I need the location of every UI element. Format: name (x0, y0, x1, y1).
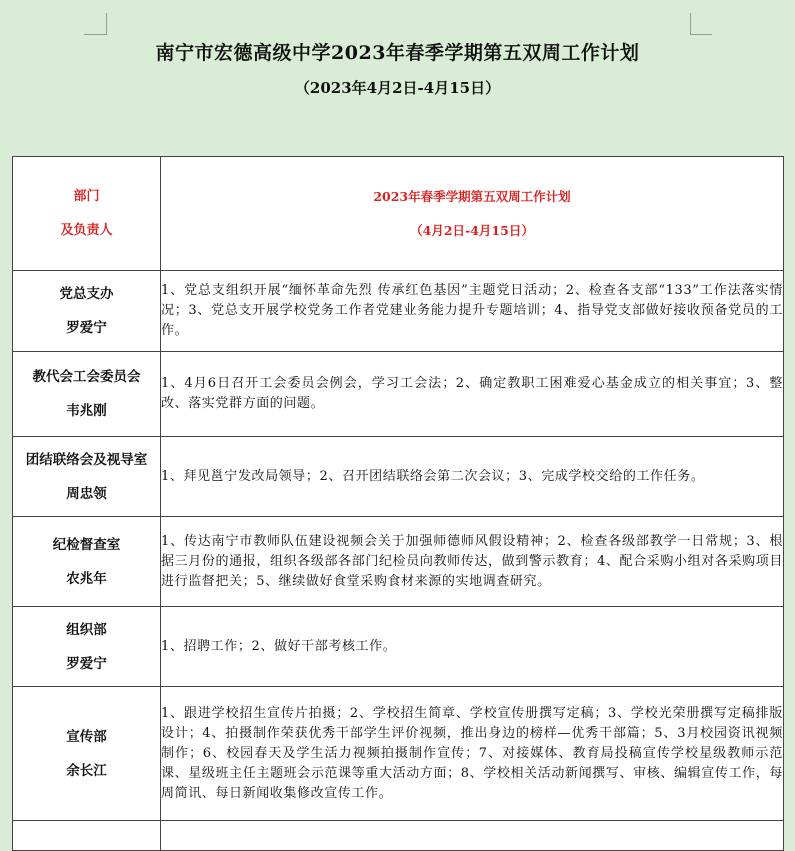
plan-content: 1、招聘工作；2、做好干部考核工作。 (161, 607, 784, 687)
table-header-row (13, 157, 784, 271)
dept-cell (13, 821, 161, 851)
table-row (13, 271, 784, 352)
table-row (13, 517, 784, 607)
header-person-label: 及负责人 (60, 222, 113, 238)
crop-mark (106, 13, 107, 35)
crop-mark (690, 34, 712, 35)
dept-name: 组织部 (66, 621, 107, 638)
document-title: 南宁市宏德高级中学2023年春季学期第五双周工作计划 (155, 42, 640, 64)
table-row (13, 687, 784, 821)
table-row (13, 352, 784, 437)
dept-cell (13, 437, 161, 517)
dept-name: 宣传部 (66, 728, 107, 745)
dept-cell (13, 687, 161, 821)
header-plan-dates: （4月2日-4月15日） (410, 222, 534, 238)
dept-name: 党总支办 (59, 286, 114, 302)
plan-content: 1、拜见邕宁发改局领导；2、召开团结联络会第二次会议；3、完成学校交给的工作任务。 (161, 437, 784, 517)
dept-cell (13, 607, 161, 687)
plan-content: 1、跟进学校招生宣传片拍摄；2、学校招生简章、学校宣传册撰写定稿；3、学校光荣册撰写定稿排版设计；4、拍摄制作荣获优秀干部学生评价视频，推出身边的榜样—优秀干部篇；5、3月校园资讯视频制作；6、校园春天及学生活力视频拍摄制作宣传；7、对接媒体、教育局投稿宣传学校星级教师示范课、星级班主任主题班会示范课等重大活动方面；8、学校相关活动新闻撰写、审核、编辑宣传工作，每周简讯、每日新闻收集修改宣传工作。 (161, 687, 784, 821)
table-row (13, 437, 784, 517)
dept-name: 纪检督查室 (52, 536, 121, 553)
dept-person: 农兆年 (66, 570, 107, 587)
plan-content (161, 821, 784, 851)
dept-cell (13, 271, 161, 352)
dept-person: 韦兆刚 (66, 403, 107, 419)
dept-cell (13, 517, 161, 607)
dept-person: 罗爱宁 (66, 320, 107, 336)
plan-content: 1、4月6日召开工会委员会例会，学习工会法；2、确定教职工困难爱心基金成立的相关事宜；3、整改、落实党群方面的问题。 (161, 352, 784, 437)
work-plan-table (12, 156, 784, 851)
header-plan-cell (161, 157, 784, 271)
header-dept-cell (13, 157, 161, 271)
dept-cell (13, 352, 161, 437)
dept-person: 周忠领 (66, 485, 107, 502)
dept-name: 团结联络会及视导室 (25, 451, 148, 468)
header-dept-label: 部门 (73, 188, 100, 204)
plan-content: 1、传达南宁市教师队伍建设视频会关于加强师德师风假设精神；2、检查各级部教学一日常规；3、根据三月份的通报，组织各级部各部门纪检员向教师传达，做到警示教育；4、配合采购小组对各采购项目进行监督把关；5、继续做好食堂采购食材来源的实地调查研究。 (161, 517, 784, 607)
header-plan-title: 2023年春季学期第五双周工作计划 (373, 188, 571, 204)
crop-mark (690, 13, 691, 35)
dept-person: 余长江 (66, 762, 107, 779)
dept-name: 教代会工会委员会 (32, 369, 141, 385)
document-subtitle: （2023年4月2日-4月15日） (294, 79, 501, 97)
table-row (13, 607, 784, 687)
table-row (13, 821, 784, 851)
crop-mark (84, 34, 106, 35)
dept-person: 罗爱宁 (66, 655, 107, 672)
plan-content: 1、党总支组织开展“缅怀革命先烈 传承红色基因”主题党日活动；2、检查各支部“133”工作法落实情况；3、党总支开展学校党务工作者党建业务能力提升专题培训；4、指导党支部做好接收预备党员的工作。 (161, 271, 784, 352)
